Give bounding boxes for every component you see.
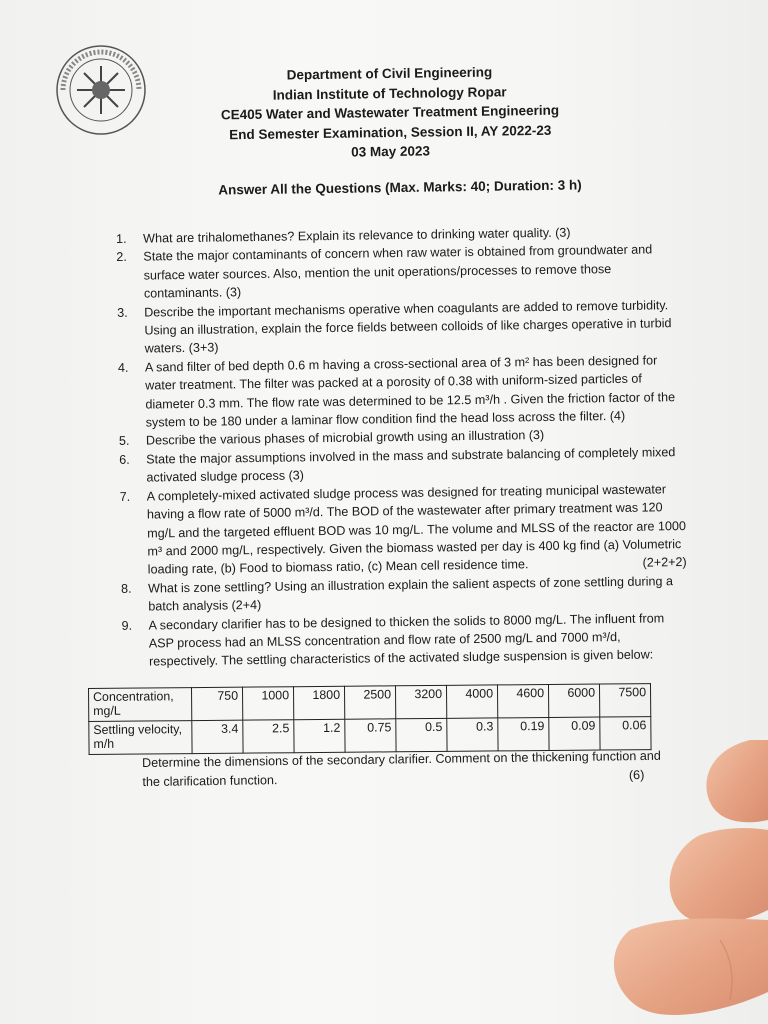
table-cell: 750 (192, 687, 243, 720)
question-9-continuation (142, 747, 662, 792)
row-header: Settling velocity, m/h (89, 721, 192, 755)
question-number: 1. (116, 231, 127, 246)
exam-session: End Semester Examination, Session II, AY 2022-23 (229, 122, 552, 142)
exam-header (169, 61, 610, 165)
question-number: 4. (117, 360, 129, 375)
table-cell: 3200 (395, 685, 446, 718)
table-cell: 6000 (548, 684, 599, 717)
table-cell: 3.4 (192, 720, 243, 753)
question-number: 3. (117, 305, 128, 320)
question-number: 8. (120, 581, 132, 596)
question-text: What are trihalomethanes? Explain its relevance to drinking water quality. (3) (143, 225, 571, 246)
hand-finger-icon (600, 740, 768, 1024)
question-number: 7. (119, 489, 131, 504)
question-text: A sand filter of bed depth 0.6 m having a cross-sectional area of 3 m² has been designed for water treatment. The filter was packed at a porosity of 0.38 with uniform-sized particles of diameter 0.3 mm. The flow rate was determined to be 12.5 m³/h . Given the friction factor of the system to be 180 under a laminar flow condition find the head loss across the filter. (4) (144, 353, 676, 430)
exam-instructions: Answer All the Questions (Max. Marks: 40; Duration: 3 h) (218, 177, 582, 198)
question-item (117, 609, 688, 672)
question-number: 9. (121, 618, 133, 633)
table-cell: 0.5 (396, 718, 447, 751)
continuation-text: Determine the dimensions of the secondary clarifier. Comment on the thickening function and the clarification function. (142, 748, 661, 789)
table-cell: 0.19 (498, 717, 549, 750)
question-text: A completely-mixed activated sludge process was designed for treating municipal wastewater having a flow rate of 5000 m³/d. The BOD of the wastewater after primary treatment was 120 mg/L and the targeted effluent BOD was 10 mg/L. The volume and MLSS of the reactor are 1000 m³ and 2000 mg/L, respectively. Given the biomass wasted per day is 400 kg find (a) Volumetric loading rate, (b) Food to biomass ratio, (c) Mean cell residence time. (146, 481, 687, 577)
question-marks: (2+2+2) (642, 555, 687, 570)
table-row (89, 684, 651, 722)
question-number: 2. (116, 250, 127, 265)
table-cell: 0.75 (345, 719, 396, 752)
table-cell: 4600 (497, 684, 548, 717)
exam-date: 03 May 2023 (351, 143, 431, 160)
question-list (112, 222, 688, 672)
table-cell: 0.3 (447, 718, 498, 751)
table-cell: 2.5 (243, 720, 294, 753)
question-number: 6. (119, 452, 130, 467)
settling-data-table (88, 683, 652, 755)
question-text: Describe the important mechanisms operative when coagulants are added to remove turbidity. Using an illustration, explain the force fields between colloids of like charges operative in turbid waters. (3+3) (144, 297, 672, 356)
question-item (113, 296, 684, 359)
question-marks: (6) (628, 767, 645, 783)
table-cell: 2500 (344, 686, 395, 719)
row-header: Concentration, mg/L (89, 688, 192, 722)
department-name: Department of Civil Engineering (286, 64, 493, 83)
institute-seal-icon (55, 44, 147, 136)
table-cell: 0.09 (549, 717, 600, 750)
table-cell: 7500 (599, 684, 650, 717)
question-item (114, 351, 685, 433)
table-cell: 0.06 (600, 717, 651, 750)
question-text: What is zone settling? Using an illustration explain the salient aspects of zone settling during a batch analysis (2+4) (147, 573, 674, 614)
course-title: CE405 Water and Wastewater Treatment Engineering (220, 102, 560, 123)
table-cell: 4000 (446, 685, 497, 718)
table-cell: 1800 (293, 686, 344, 719)
institute-name: Indian Institute of Technology Ropar (272, 83, 507, 103)
table-cell: 1000 (242, 687, 293, 720)
question-item (116, 480, 687, 580)
question-text: A secondary clarifier has to be designed to thicken the solids to 8000 mg/L. The influent from ASP process had an MLSS concentration and flow rate of 2500 mg/L and 7000 m³/d, respectively. The settling characteristics of the activated sludge suspension is given below: (148, 610, 665, 669)
question-number: 5. (118, 434, 130, 449)
table-cell: 1.2 (294, 719, 345, 752)
question-text: Describe the various phases of microbial growth using an illustration (3) (145, 428, 545, 449)
question-item (112, 240, 683, 303)
question-text: State the major assumptions involved in the mass and substrate balancing of completely mixed activated sludge process (3) (146, 445, 676, 485)
question-text: State the major contaminants of concern when raw water is obtained from groundwater and surface water sources. Also, mention the unit operations/processes to remove those contaminants. (3) (143, 242, 653, 301)
